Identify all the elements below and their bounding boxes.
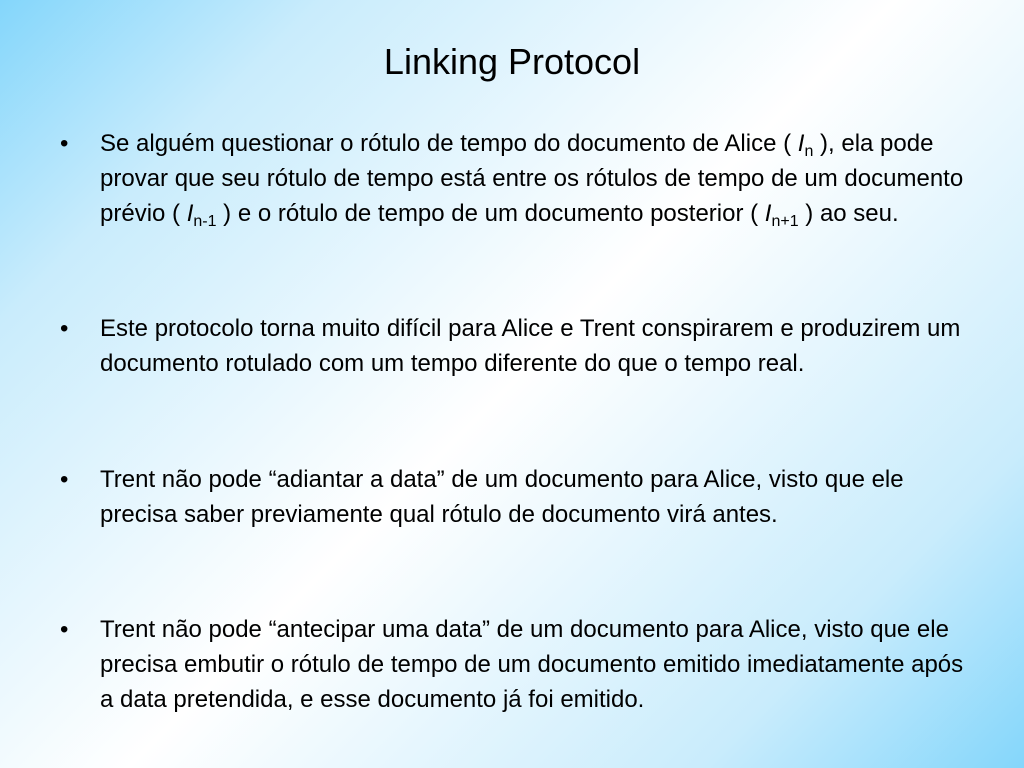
math-subscript: n+1: [771, 213, 799, 230]
bullet-dot-icon: •: [60, 315, 69, 342]
bullet-dot-icon: •: [60, 616, 69, 643]
bullet-text-segment: ) e o rótulo de tempo de um documento posterior (: [216, 200, 765, 227]
bullet-text-segment: Se alguém questionar o rótulo de tempo do documento de Alice (: [100, 130, 798, 157]
bullet-dot-icon: •: [60, 130, 69, 157]
bullet-item: [56, 612, 976, 717]
bullet-item: [56, 311, 976, 381]
slide-title: Linking Protocol: [383, 41, 641, 82]
math-subscript: n: [804, 143, 814, 160]
bullet-dot-icon: •: [60, 466, 69, 493]
bullet-item: [56, 126, 976, 231]
bullet-text: Trent não pode “antecipar uma data” de um documento para Alice, visto que ele precisa embutir o rótulo de tempo de um documento emitido imediatamente após a data pretendida, e esse documento já foi emitido.: [100, 616, 964, 713]
bullet-text: Trent não pode “adiantar a data” de um documento para Alice, visto que ele precisa saber previamente qual rótulo de documento virá antes.: [100, 466, 904, 528]
bullet-text-segment: ), ela pode provar que seu rótulo de tempo está entre os rótulos de tempo de um documento prévio (: [100, 130, 964, 227]
bullet-text-segment: ) ao seu.: [798, 200, 899, 227]
math-variable: I: [764, 200, 772, 227]
bullet-text: [100, 126, 976, 231]
bullet-text: Este protocolo torna muito difícil para Alice e Trent conspirarem e produzirem um documento rotulado com um tempo diferente do que o tempo real.: [100, 315, 961, 377]
math-variable: I: [186, 200, 194, 227]
math-variable: I: [797, 130, 805, 157]
bullet-item: [56, 462, 976, 532]
math-subscript: n-1: [193, 213, 217, 230]
